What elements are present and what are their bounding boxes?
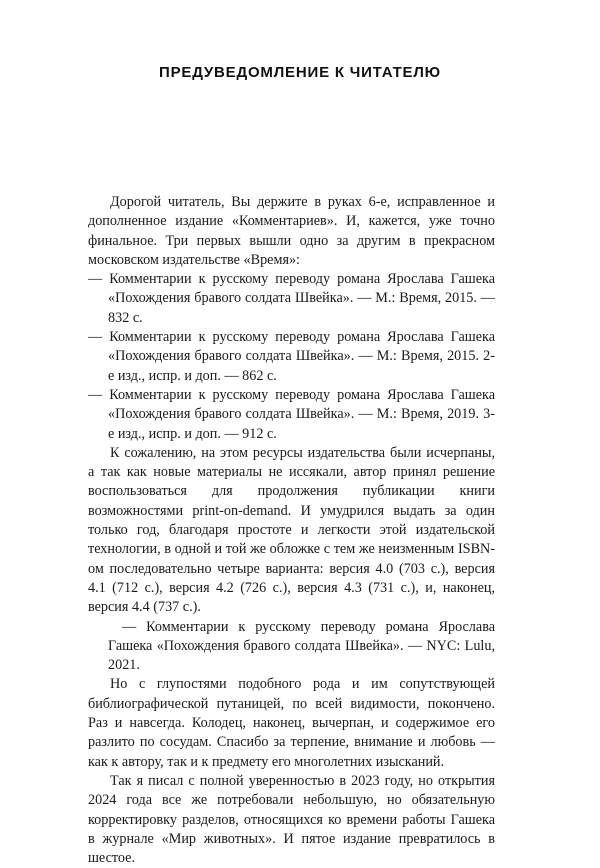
page-body	[88, 193, 495, 868]
pod-paragraph: К сожалению, на этом ресурсы издательства были исчерпаны, а так как новые материалы не иссякали, автор принял решение воспользоваться для продолжения публикации книги возможностями print-on-demand. И умудрился выдать за один только год, благодаря простоте и легкости этой издательской технологии, в одной и той же обложке с тем же неизменным ISBN-ом последовательно четыре варианта: версия 4.0 (703 с.), версия 4.1 (712 с.), версия 4.2 (726 с.), версия 4.3 (731 с.), и, наконец, версия 4.4 (737 с.).	[88, 444, 495, 616]
final-paragraph: Так я писал с полной уверенностью в 2023 году, но открытия 2024 года все же потребовали небольшую, но обязательную корректировку разделов, относящихся ко времени работы Гашека в журнале «Мир животных». И пятое издание превратилось в шестое.	[88, 772, 495, 867]
edition-list-item: — Комментарии к русскому переводу романа Ярослава Гашека «Похождения бравого солдата Швейка». — М.: Время, 2015. — 832 с.	[88, 271, 495, 326]
intro-paragraph: Дорогой читатель, Вы держите в руках 6-е, исправленное и дополненное издание «Комментариев». И, кажется, уже точно финальное. Три первых вышли одно за другим в прекрасном московском издательстве «Время»:	[88, 194, 495, 268]
conclusion-paragraph: Но с глупостями подобного рода и им сопутствующей библиографической путаницей, по всей видимости, покончено. Раз и навсегда. Колодец, наконец, вычерпан, и содержимое его разлито по сосудам. Спасибо за терпение, внимание и любовь — как к автору, так и к предмету его многолетних изысканий.	[88, 676, 495, 770]
edition-list-item: — Комментарии к русскому переводу романа Ярослава Гашека «Похождения бравого солдата Швейка». — М.: Время, 2019. 3-е изд., испр. и доп. — 912 с.	[88, 386, 495, 442]
page-title: ПРЕДУВЕДОМЛЕНИЕ К ЧИТАТЕЛЮ	[159, 64, 441, 81]
lulu-edition-item: — Комментарии к русскому переводу романа Ярослава Гашека «Похождения бравого солдата Швейка». — NYC: Lulu, 2021.	[108, 618, 495, 674]
edition-list-item: — Комментарии к русскому переводу романа Ярослава Гашека «Похождения бравого солдата Швейка». — М.: Время, 2015. 2-е изд., испр. и доп. — 862 с.	[88, 329, 495, 384]
